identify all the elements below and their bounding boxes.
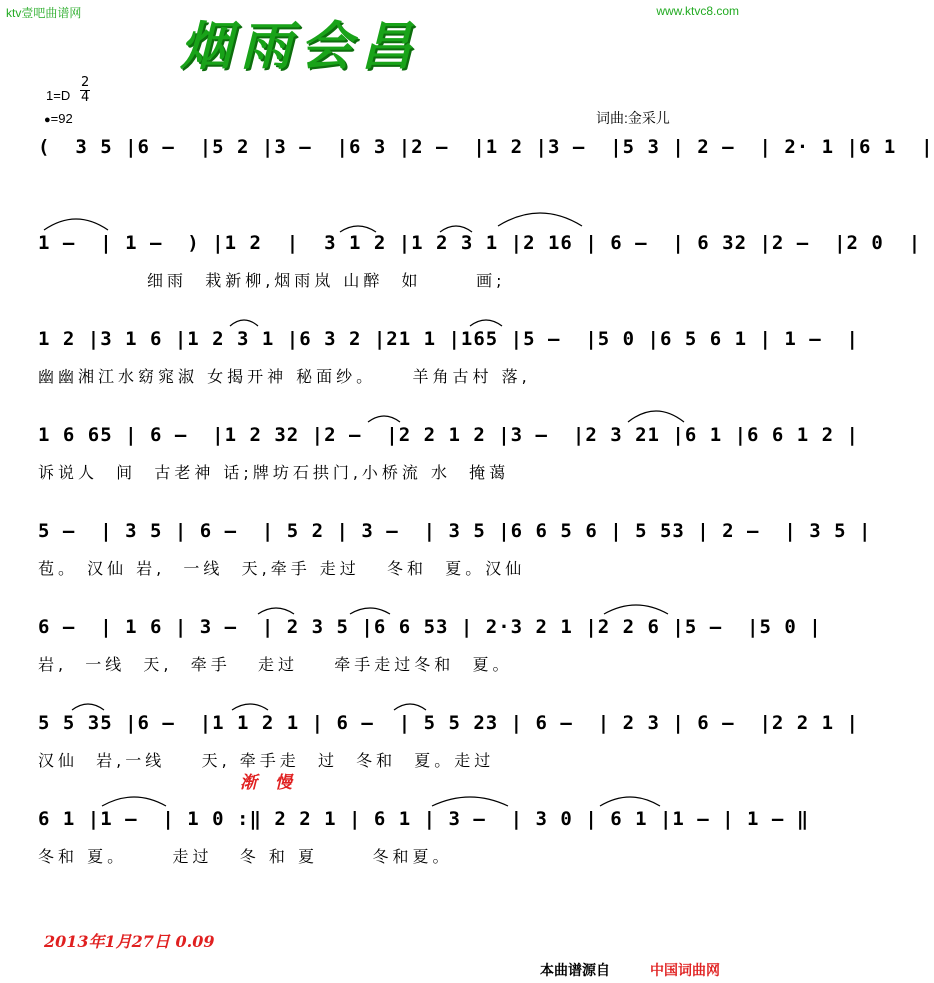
score-line-3-lyrics: 幽幽湘江水窈窕淑 女揭开神 秘面纱。 羊角古村 落, <box>38 367 531 386</box>
quarter-note-icon: ● <box>44 114 51 126</box>
tempo-mark-ritardando: 渐 慢 <box>240 773 298 793</box>
slur <box>258 608 294 614</box>
slur <box>72 704 104 710</box>
score-line-7-music: 5 5 35 |6 – |1 1 2 1 | 6 – | 5 5 23 | 6 – | 2 3 | 6 – |2 2 1 | <box>38 712 859 734</box>
score-line-8-music: 6 1 |1 – | 1 0 :‖ 2 2 1 | 6 1 | 3 – | 3 0 | 6 1 |1 – | 1 – ‖ <box>38 808 810 830</box>
score-line-3-music: 1 2 |3 1 6 |1 2 3 1 |6 3 2 |21 1 |165 |5 – |5 0 |6 5 6 1 | 1 – | <box>38 328 859 350</box>
key-signature: 1=D <box>46 88 71 103</box>
date-stamp: 2013年1月27日 0.09 <box>44 932 215 951</box>
slur <box>44 219 108 230</box>
slur <box>600 797 660 806</box>
score-line-1-music: ( 3 5 |6 – |5 2 |3 – |6 3 |2 – |1 2 |3 – |5 3 | 2 – | 2· 1 |6 1 | <box>38 136 934 158</box>
source-label: 本曲谱源自 <box>540 963 610 979</box>
slur <box>350 608 390 614</box>
score-line-5-music: 5 – | 3 5 | 6 – | 5 2 | 3 – | 3 5 |6 6 5 6 | 5 53 | 2 – | 3 5 | <box>38 520 872 542</box>
credits: 词曲:金采儿 <box>596 110 670 126</box>
slur <box>340 226 376 232</box>
watermark-right: www.ktvc8.com <box>656 4 739 18</box>
slur <box>470 320 502 326</box>
score-line-4-music: 1 6 65 | 6 – |1 2 32 |2 – |2 2 1 2 |3 – |2 3 21 |6 1 |6 6 1 2 | <box>38 424 859 446</box>
slur <box>368 416 400 422</box>
watermark-left: ktv壹吧曲谱网 <box>6 6 82 20</box>
slur <box>604 605 668 614</box>
score-line-4-lyrics: 诉说人 间 古老神 话;牌坊石拱门,小桥流 水 掩蔼 <box>38 463 510 482</box>
slur <box>432 797 508 806</box>
tempo-value: =92 <box>50 111 73 126</box>
score-line-7-lyrics: 汉仙 岩,一线 天, 牵手走 过 冬和 夏。走过 <box>38 751 495 770</box>
slur <box>102 797 166 806</box>
score-line-2-music: 1 – | 1 – ) |1 2 | 3 1 2 |1 2 3 1 |2 16 | 6 – | 6 32 |2 – |2 0 | <box>38 232 922 254</box>
time-signature-bottom: 4 <box>81 90 90 105</box>
song-title: 烟雨会昌 <box>180 17 421 77</box>
slur <box>232 704 268 710</box>
score-line-6-music: 6 – | 1 6 | 3 – | 2 3 5 |6 6 53 | 2·3 2 1 |2 2 6 |5 – |5 0 | <box>38 616 822 638</box>
slur <box>440 226 472 232</box>
score-line-2-lyrics: 细雨 栽新柳,烟雨岚 山醉 如 画; <box>38 271 506 290</box>
slur <box>230 320 258 326</box>
score-line-5-lyrics: 苞。 汉仙 岩, 一线 天,牵手 走过 冬和 夏。汉仙 <box>38 559 526 578</box>
slur <box>394 704 426 710</box>
score-line-8-lyrics: 冬和 夏。 走过 冬 和 夏 冬和夏。 <box>38 847 453 866</box>
score-line-6-lyrics: 岩, 一线 天, 牵手 走过 牵手走过冬和 夏。 <box>38 655 513 674</box>
source-site-link[interactable]: 中国词曲网 <box>650 963 720 979</box>
slur <box>628 411 684 422</box>
slur <box>498 213 582 226</box>
time-signature-top: 2 <box>81 75 90 90</box>
